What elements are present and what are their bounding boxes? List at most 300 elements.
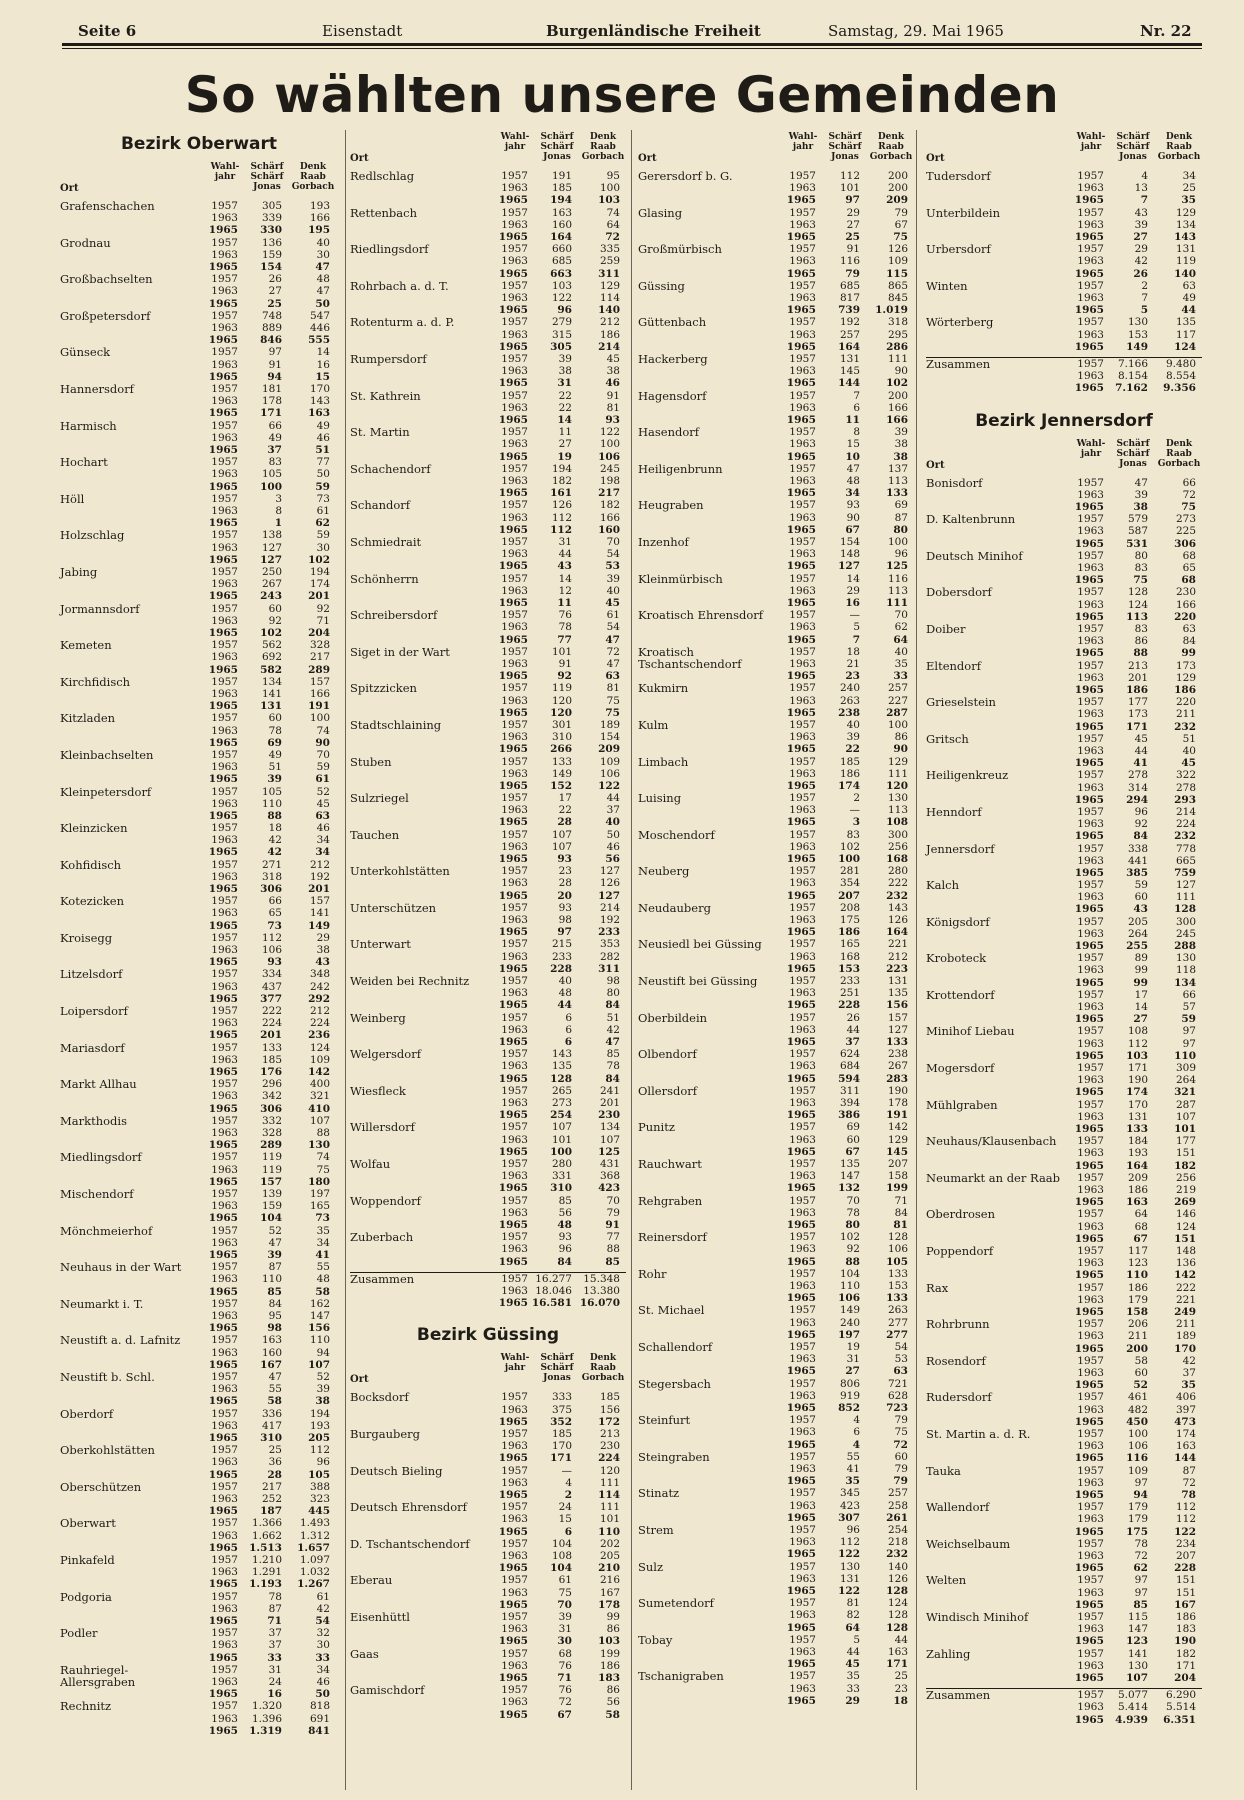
vote-values [1066,1245,1196,1282]
schaerf-votes: 120 [551,694,572,707]
municipality-group [350,1611,626,1648]
schaerf-votes: 29 [846,206,860,219]
denk-votes: 38 [606,365,620,378]
vote-row [778,1024,908,1036]
vote-values [200,1005,330,1042]
denk-votes: 64 [893,633,908,646]
schaerf-votes: 482 [1127,1403,1148,1416]
denk-votes: 101 [1174,1123,1196,1136]
denk-votes: 63 [893,1365,908,1378]
vote-row [490,670,620,682]
schaerf-votes: 31 [558,535,572,548]
municipality-group [350,682,626,719]
vote-row [1066,1550,1196,1562]
schaerf-votes: 123 [1127,1257,1148,1270]
schaerf-votes: 62 [1133,1562,1148,1575]
vote-row [778,1353,908,1365]
vote-row [490,658,620,670]
municipality-group [350,1085,626,1122]
schaerf-votes: 23 [845,670,860,683]
year: 1963 [789,1389,816,1402]
schaerf-votes: 115 [1127,1610,1148,1623]
schaerf-votes: 97 [557,926,572,939]
year: 1963 [211,1639,238,1652]
vote-row [1066,1689,1196,1701]
schaerf-votes: 39 [558,1610,572,1623]
vote-values [1066,477,1196,514]
vote-row [778,402,908,414]
municipality-name: Neustift a. d. Lafnitz [60,1333,181,1348]
municipality-name: Steinfurt [638,1413,691,1428]
vote-row [1066,1294,1196,1306]
denk-votes: 328 [309,639,330,652]
vote-row [778,938,908,950]
schaerf-votes: 165 [839,938,860,951]
year: 1965 [1074,574,1104,587]
denk-votes: 84 [894,1206,908,1219]
vote-row [1066,1574,1196,1586]
municipality-group [350,1195,626,1232]
vote-values [200,1444,330,1481]
year: 1963 [501,1623,528,1636]
municipality-name: Schönherrn [350,571,419,586]
vote-row [490,365,620,377]
denk-votes: 157 [887,1011,908,1024]
year: 1957 [211,1480,238,1493]
municipality-group [60,237,338,274]
vote-row [490,536,620,548]
schaerf-votes: 43 [557,560,572,573]
vote-row [1066,733,1196,745]
denk-votes: 151 [1175,1147,1196,1160]
municipality-name: Grafenschachen [60,199,155,213]
vote-row [1066,1245,1196,1257]
schaerf-votes: 255 [1126,940,1148,953]
municipality-name: Kulm [638,717,669,732]
vote-row [1066,903,1196,915]
vote-row [1066,1477,1196,1489]
vote-row [490,1660,620,1672]
municipality-group [60,968,338,1005]
denk-votes: 221 [1175,1293,1196,1306]
schaerf-votes: 176 [260,1066,282,1079]
denk-votes: 277 [887,1316,908,1329]
vote-row [1066,207,1196,219]
denk-votes: 120 [886,779,908,792]
vote-row [778,280,908,292]
municipality-group [60,822,338,859]
denk-votes: 86 [606,1684,620,1697]
year: 1963 [501,401,528,414]
schaerf-votes: 160 [261,1346,282,1359]
denk-votes: 220 [1174,610,1196,623]
schaerf-votes: 70 [557,1598,572,1611]
year: 1963 [501,1403,528,1416]
year: 1963 [1077,1659,1104,1672]
schaerf-votes: 7 [853,389,860,402]
schaerf-votes: 100 [1127,1428,1148,1440]
schaerf-votes: 386 [838,1109,860,1122]
denk-votes: 62 [315,517,330,530]
denk-votes: 170 [309,382,330,395]
denk-votes: 201 [599,1097,620,1110]
vote-row [490,1158,620,1170]
denk-votes: 286 [886,340,908,353]
municipality-name: Glasing [638,205,683,220]
schaerf-votes: 3 [852,816,860,829]
vote-row [490,1182,620,1194]
schaerf-votes: 624 [839,1048,860,1061]
vote-row [778,719,908,731]
denk-votes: 25 [1182,182,1196,195]
year: 1965 [786,962,816,975]
municipality-group [60,1005,338,1042]
vote-row [200,761,330,773]
year: 1957 [501,389,528,402]
denk-votes: 54 [315,1614,330,1627]
denk-votes: 75 [316,1163,330,1176]
schaerf-votes: 101 [839,182,860,195]
vote-row [200,481,330,493]
municipality-group [350,499,626,536]
schaerf-votes: 194 [551,462,572,475]
year: 1957 [789,462,816,475]
vote-row [490,816,620,828]
schaerf-votes: 205 [1127,915,1148,928]
schaerf-votes: 254 [550,1109,572,1122]
denk-votes: 75 [894,1426,908,1439]
schaerf-votes: 56 [558,1206,572,1219]
year: 1965 [208,1102,238,1115]
header-denk: Denk Raab Gorbach [291,162,335,192]
denk-votes: 845 [887,291,908,304]
year: 1957 [501,1272,528,1285]
vote-row [490,1477,620,1489]
vote-row [1066,1404,1196,1416]
denk-votes: 130 [887,792,908,805]
year: 1963 [1077,1330,1104,1343]
year: 1965 [498,194,528,207]
schaerf-votes: 191 [551,170,572,182]
municipality-name: Schandorf [350,498,411,513]
vote-row [490,792,620,804]
municipality-name: Wörterberg [926,315,994,330]
vote-values [778,426,908,463]
year: 1957 [501,718,528,731]
year: 1963 [211,212,238,225]
schaerf-votes: 71 [267,1614,282,1627]
year: 1963 [211,1053,238,1066]
vote-row [1066,329,1196,341]
year: 1965 [786,1328,816,1341]
vote-row [1066,1416,1196,1428]
denk-votes: 13.380 [583,1285,620,1297]
municipality-group [638,1378,912,1415]
schaerf-votes: 233 [839,975,860,988]
vote-row [490,1562,620,1574]
year: 1963 [1077,1220,1104,1233]
vote-row [778,1390,908,1402]
year: 1963 [789,1572,816,1585]
denk-votes: 56 [606,1696,620,1709]
schaerf-votes: 305 [261,200,282,212]
vote-row [778,1207,908,1219]
year: 1963 [501,328,528,341]
denk-votes: 100 [599,438,620,451]
vote-row [200,1676,330,1688]
municipality-group [60,529,338,566]
vote-row [1066,660,1196,672]
vote-row [200,432,330,444]
municipality-name: Kitzladen [60,711,116,726]
municipality-name: Rettenbach [350,205,417,220]
municipality-group [638,1561,912,1598]
year: 1965 [1074,1598,1104,1611]
header-schaerf: Schärf Schärf Jonas [540,1353,574,1384]
vote-row [778,1121,908,1133]
denk-votes: 105 [886,1255,908,1268]
header-ort: Ort [60,183,79,194]
vote-row [1066,1465,1196,1477]
municipality-name: Heiligenbrunn [638,461,723,476]
vote-row [200,1383,330,1395]
schaerf-votes: 579 [1127,513,1148,526]
schaerf-votes: 39 [558,352,572,365]
year: 1965 [208,1468,238,1481]
year: 1963 [789,291,816,304]
denk-votes: 153 [887,1280,908,1292]
schaerf-votes: 1.662 [251,1529,282,1542]
schaerf-votes: 88 [1133,647,1148,660]
schaerf-votes: 98 [267,1322,282,1335]
schaerf-votes: 116 [1126,1452,1148,1465]
denk-votes: 122 [598,779,620,792]
schaerf-votes: 87 [268,1261,282,1274]
schaerf-votes: 51 [268,761,282,774]
vote-row [200,1176,330,1188]
year: 1957 [501,645,528,658]
year: 1957 [211,1444,238,1457]
vote-row [200,1188,330,1200]
year: 1957 [1077,1281,1104,1294]
year: 1957 [501,901,528,914]
municipality-group [60,1517,338,1554]
header-denk: Denk Raab Gorbach [581,132,625,162]
schaerf-votes: 345 [839,1487,860,1500]
column-divider [345,130,346,1790]
denk-votes: 107 [599,1133,620,1146]
year: 1957 [501,243,528,256]
year: 1963 [211,321,238,334]
year: 1963 [789,1353,816,1366]
vote-row [1066,501,1196,513]
year: 1963 [211,358,238,371]
denk-votes: 90 [315,736,330,749]
denk-votes: 116 [887,572,908,585]
vote-row [778,451,908,463]
municipality-name: Henndorf [926,804,982,819]
vote-row [490,1684,620,1696]
vote-row [490,865,620,877]
vote-values [200,1225,330,1262]
denk-votes: 74 [316,1151,330,1164]
vote-row [1066,1391,1196,1403]
schaerf-votes: 394 [839,1097,860,1110]
denk-votes: 79 [606,1206,620,1219]
year: 1965 [208,956,238,969]
header-schaerf: Schärf Schärf Jonas [1116,438,1150,469]
year: 1965 [786,377,816,390]
denk-votes: 263 [887,1304,908,1317]
vote-row [490,804,620,816]
schaerf-votes: 660 [551,243,572,256]
denk-votes: 49 [316,419,330,432]
schaerf-votes: 103 [551,279,572,292]
vote-values [200,1554,330,1591]
schaerf-votes: 185 [551,1428,572,1440]
schaerf-votes: 49 [268,748,282,761]
year: 1965 [498,1452,528,1465]
year: 1963 [211,1090,238,1103]
year: 1957 [211,273,238,286]
year: 1963 [501,1060,528,1073]
vote-row [490,1672,620,1684]
municipality-name: Punitz [638,1120,675,1135]
year: 1957 [211,1627,238,1640]
municipality-name: Kroatisch Tschantschendorf [638,644,742,671]
vote-values [490,280,620,317]
year: 1963 [501,1285,528,1297]
vote-row [778,1195,908,1207]
schaerf-votes: 26 [268,273,282,286]
denk-votes: 207 [887,1158,908,1171]
schaerf-votes: 131 [1127,1110,1148,1123]
vote-row [490,1024,620,1036]
schaerf-votes: 265 [551,1084,572,1097]
year: 1957 [789,389,816,402]
vote-row [1066,1538,1196,1550]
schaerf-votes: 131 [839,1572,860,1585]
year: 1963 [501,584,528,597]
schaerf-votes: 238 [838,706,860,719]
vote-row [1066,1306,1196,1318]
denk-votes: 44 [606,792,620,805]
vote-row [200,1688,330,1700]
municipality-group [350,756,626,793]
municipality-name: Gerersdorf b. G. [638,169,733,183]
vote-row [200,981,330,993]
denk-votes: 156 [599,1403,620,1416]
schaerf-votes: — [849,804,860,817]
vote-row [200,395,330,407]
year: 1963 [501,182,528,195]
year: 1963 [789,1133,816,1146]
schaerf-votes: 48 [557,1219,572,1231]
schaerf-votes: 134 [261,675,282,688]
municipality-name: Winten [926,278,968,293]
vote-row [778,756,908,768]
schaerf-votes: 15 [558,1513,572,1526]
denk-votes: 46 [316,822,330,835]
year: 1957 [1077,1464,1104,1477]
year: 1965 [786,853,816,866]
denk-votes: 293 [1174,793,1196,806]
year: 1957 [211,309,238,322]
vote-values [778,1597,908,1634]
schaerf-votes: 25 [267,297,282,310]
municipality-name: Kemeten [60,638,112,653]
vote-values [778,1195,908,1232]
denk-votes: 127 [1175,879,1196,892]
municipality-group [638,902,912,939]
year: 1963 [211,1529,238,1542]
schaerf-votes: 6 [853,401,860,414]
denk-votes: 193 [309,1419,330,1432]
vote-row [778,1170,908,1182]
vote-row [778,1097,908,1109]
vote-values [490,975,620,1012]
vote-row [778,243,908,255]
vote-values [200,566,330,603]
year: 1965 [1074,903,1104,916]
denk-votes: 129 [887,755,908,768]
vote-row [1066,1196,1196,1208]
year: 1965 [498,523,528,536]
municipality-name: Willersdorf [350,1120,415,1135]
vote-values [778,938,908,975]
schaerf-votes: 126 [551,499,572,512]
schaerf-votes: 44 [846,1023,860,1036]
year: 1957 [501,1048,528,1061]
vote-values [200,749,330,786]
vote-row [200,773,330,785]
schaerf-votes: 289 [260,1139,282,1152]
denk-votes: 70 [894,609,908,622]
vote-row [200,1359,330,1371]
results-column-1 [60,130,338,1737]
denk-votes: 146 [1175,1208,1196,1221]
vote-values [490,829,620,866]
year: 1963 [789,1097,816,1110]
vote-values [200,932,330,969]
schaerf-votes: 104 [550,1562,572,1575]
denk-votes: 547 [309,309,330,322]
vote-row [1066,1282,1196,1294]
schaerf-votes: 28 [557,816,572,829]
vote-row [200,1286,330,1298]
vote-row [200,1444,330,1456]
year: 1963 [211,1017,238,1030]
schaerf-votes: 5 [1140,304,1148,317]
vote-values [1066,1648,1196,1685]
schaerf-votes: 186 [1127,1184,1148,1197]
vote-values [1066,660,1196,697]
vote-values [490,902,620,939]
municipality-group [350,353,626,390]
vote-row [200,1225,330,1237]
municipality-group [60,895,338,932]
vote-row [1066,1062,1196,1074]
year: 1963 [789,438,816,451]
year: 1957 [789,901,816,914]
denk-votes: 80 [606,987,620,1000]
denk-votes: 283 [886,1072,908,1085]
denk-votes: 39 [316,1383,330,1396]
vote-row [200,871,330,883]
year: 1963 [789,1609,816,1622]
schaerf-votes: 267 [261,578,282,591]
municipality-group [926,806,1202,843]
